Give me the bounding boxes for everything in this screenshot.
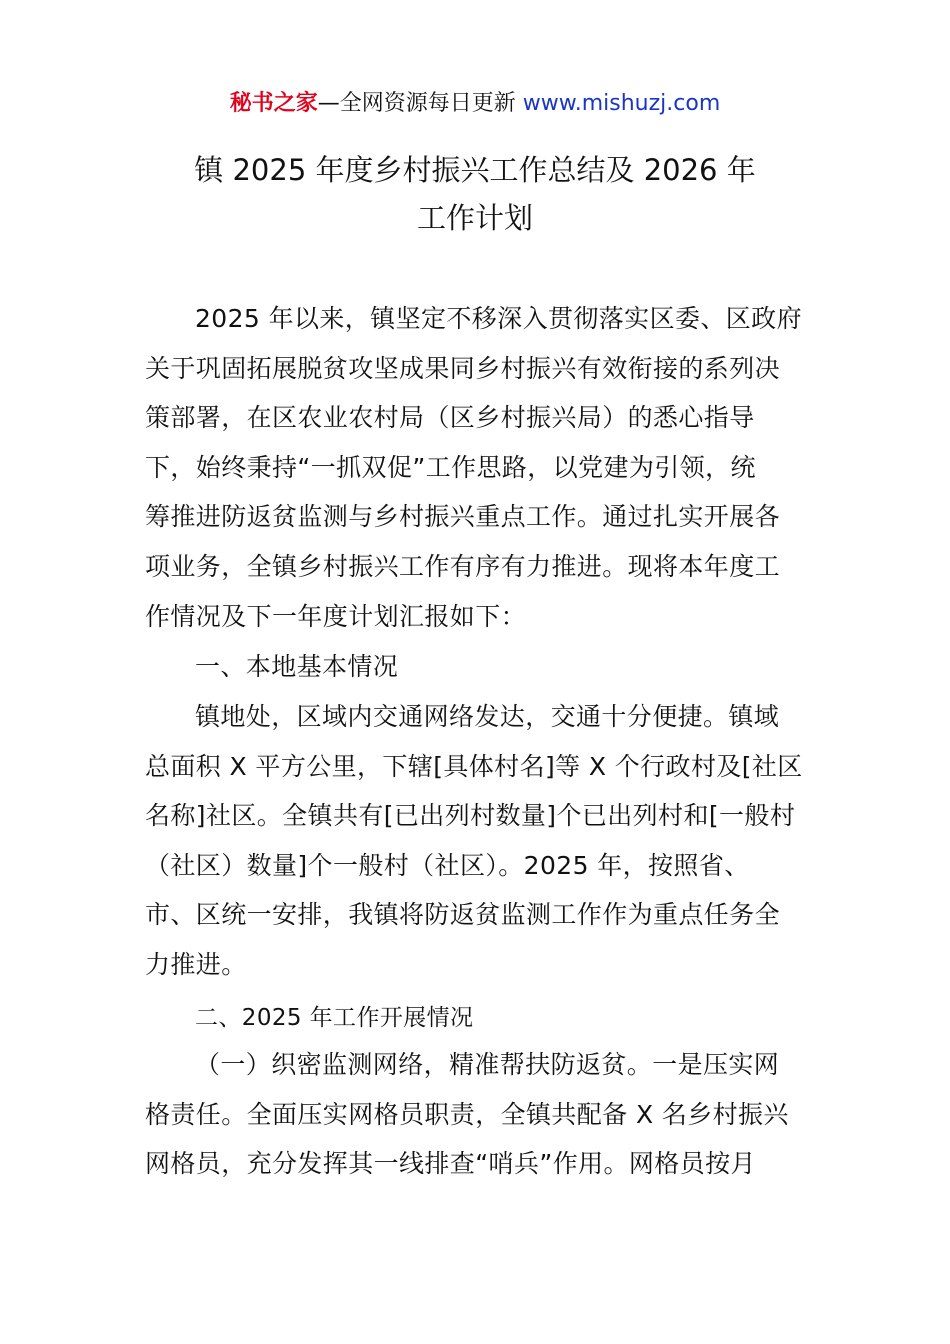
document-title-line-2: 工作计划 — [416, 201, 533, 235]
paragraph-line: （社区）数量]个一般村（社区）。2025 年，按照省、 — [145, 850, 750, 880]
paragraph-line: 项业务，全镇乡村振兴工作有序有力推进。现将本年度工 — [145, 551, 781, 581]
basic-info-paragraph — [145, 692, 810, 990]
paragraph-line: 网格员，充分发挥其一线排查“哨兵”作用。网格员按月 — [145, 1149, 756, 1179]
paragraph-line: 策部署，在区农业农村局（区乡村振兴局）的悉心指导 — [145, 403, 755, 433]
paragraph-line: 镇地处，区域内交通网络发达，交通十分便捷。镇域 — [195, 702, 780, 731]
section-heading-basic-info: 一、本地基本情况 — [195, 652, 399, 681]
paragraph-line: 2025 年以来，镇坚定不移深入贯彻落实区委、区政府 — [195, 304, 802, 333]
paragraph-line: （一）织密监测网络，精准帮扶防返贫。一是压实网 — [195, 1050, 780, 1079]
paragraph-line: 力推进。 — [145, 949, 247, 979]
paragraph-line: 关于巩固拓展脱贫攻坚成果同乡村振兴有效衔接的系列决 — [145, 353, 781, 383]
paragraph-line: 下，始终秉持“一抓双促”工作思路，以党建为引领，统 — [145, 452, 756, 482]
paragraph-line: 市、区统一安排，我镇将防返贫监测工作作为重点任务全 — [145, 900, 781, 930]
work-progress-paragraph — [145, 1040, 810, 1189]
site-url-link[interactable]: www.mishuzj.com — [522, 91, 721, 116]
paragraph-line: 作情况及下一年度计划汇报如下： — [145, 601, 527, 631]
paragraph-line: 名称]社区。全镇共有[已出列村数量]个已出列村和[一般村 — [145, 801, 796, 831]
site-tagline: —全网资源每日更新 — [317, 91, 523, 116]
section-heading-2025-work: 二、2025 年工作开展情况 — [195, 1005, 474, 1031]
site-header — [0, 86, 950, 122]
brand-name: 秘书之家 — [229, 91, 318, 116]
paragraph-line: 格责任。全面压实网格员职责，全镇共配备 X 名乡村振兴 — [145, 1099, 789, 1129]
intro-paragraph — [145, 294, 810, 641]
paragraph-line: 筹推进防返贫监测与乡村振兴重点工作。通过扎实开展各 — [145, 502, 781, 532]
document-title-line-1: 镇 2025 年度乡村振兴工作总结及 2026 年 — [194, 153, 756, 187]
paragraph-line: 总面积 X 平方公里，下辖[具体村名]等 X 个行政村及[社区 — [145, 751, 803, 781]
